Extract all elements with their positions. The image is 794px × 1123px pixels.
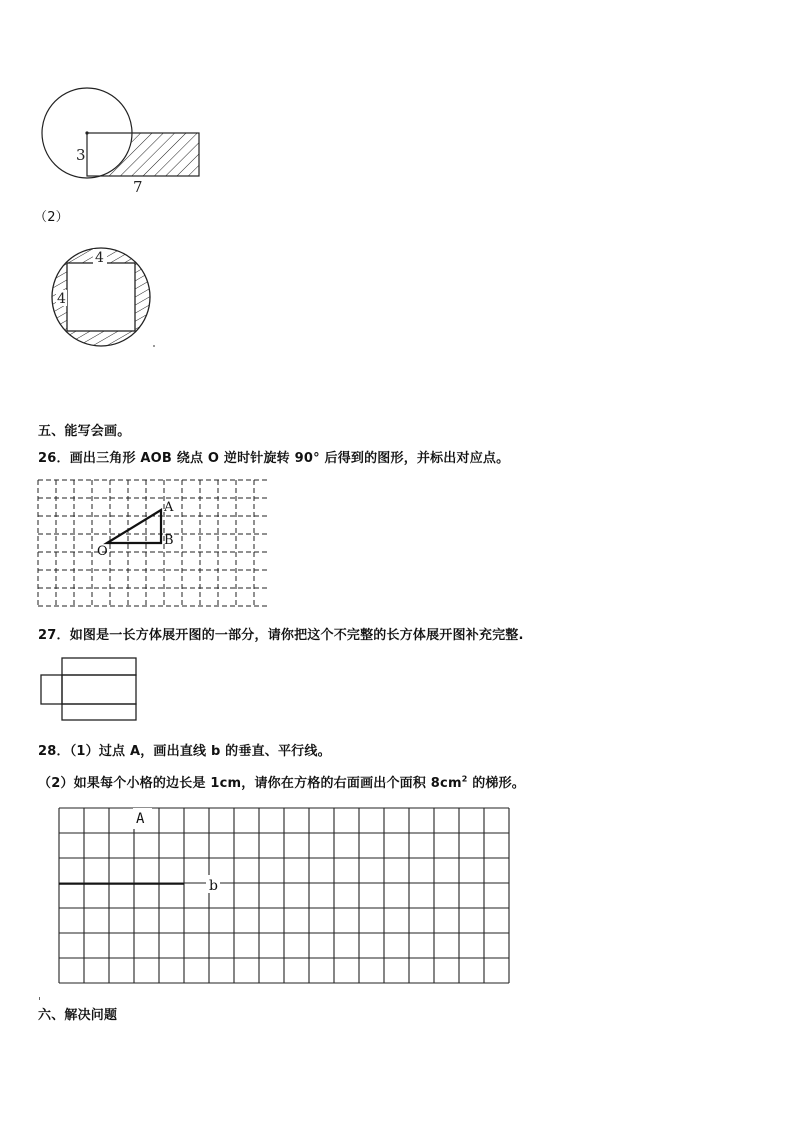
question-28-part2-text: （2）如果每个小格的边长是 1cm，请你在方格的右面画出个面积 8cm — [38, 776, 462, 791]
point-b-label: B — [164, 533, 174, 548]
height-label: 3 — [76, 146, 86, 164]
left-side-label: 4 — [57, 291, 66, 307]
circle-rectangle-figure — [35, 80, 210, 195]
question-28-part1: 28．（1）过点 A，画出直线 b 的垂直、平行线。 — [38, 744, 331, 759]
trapezoid-grid[interactable] — [56, 805, 528, 987]
section-5-heading: 五、能写会画。 — [38, 424, 131, 439]
question-28-part2 — [38, 772, 525, 791]
top-side-label: 4 — [95, 250, 104, 266]
question-28-part2-suffix: 的梯形。 — [467, 776, 526, 791]
triangle-aob — [107, 510, 161, 543]
net-face-left — [41, 675, 62, 704]
net-face-middle — [62, 675, 136, 704]
rotation-grid[interactable] — [36, 478, 270, 610]
point-a-label: A — [136, 811, 145, 827]
net-face-top — [62, 658, 136, 675]
cuboid-net-partial[interactable] — [38, 655, 140, 725]
width-label: 7 — [133, 178, 143, 195]
square-in-circle-figure — [48, 242, 158, 352]
part-2-label: （2） — [34, 210, 69, 225]
question-26-text: 26．画出三角形 AOB 绕点 O 逆时针旋转 90° 后得到的图形，并标出对应点。 — [38, 451, 510, 466]
line-b-label: b — [209, 878, 218, 894]
question-27-text: 27．如图是一长方体展开图的一部分，请你把这个不完整的长方体展开图补充完整. — [38, 628, 524, 643]
section-6-heading: 六、解决问题 — [38, 1008, 118, 1023]
superscript-two: 2 — [461, 774, 468, 784]
point-a-label: A — [164, 500, 174, 515]
net-face-bottom — [62, 704, 136, 720]
point-o-label: O — [97, 544, 108, 559]
